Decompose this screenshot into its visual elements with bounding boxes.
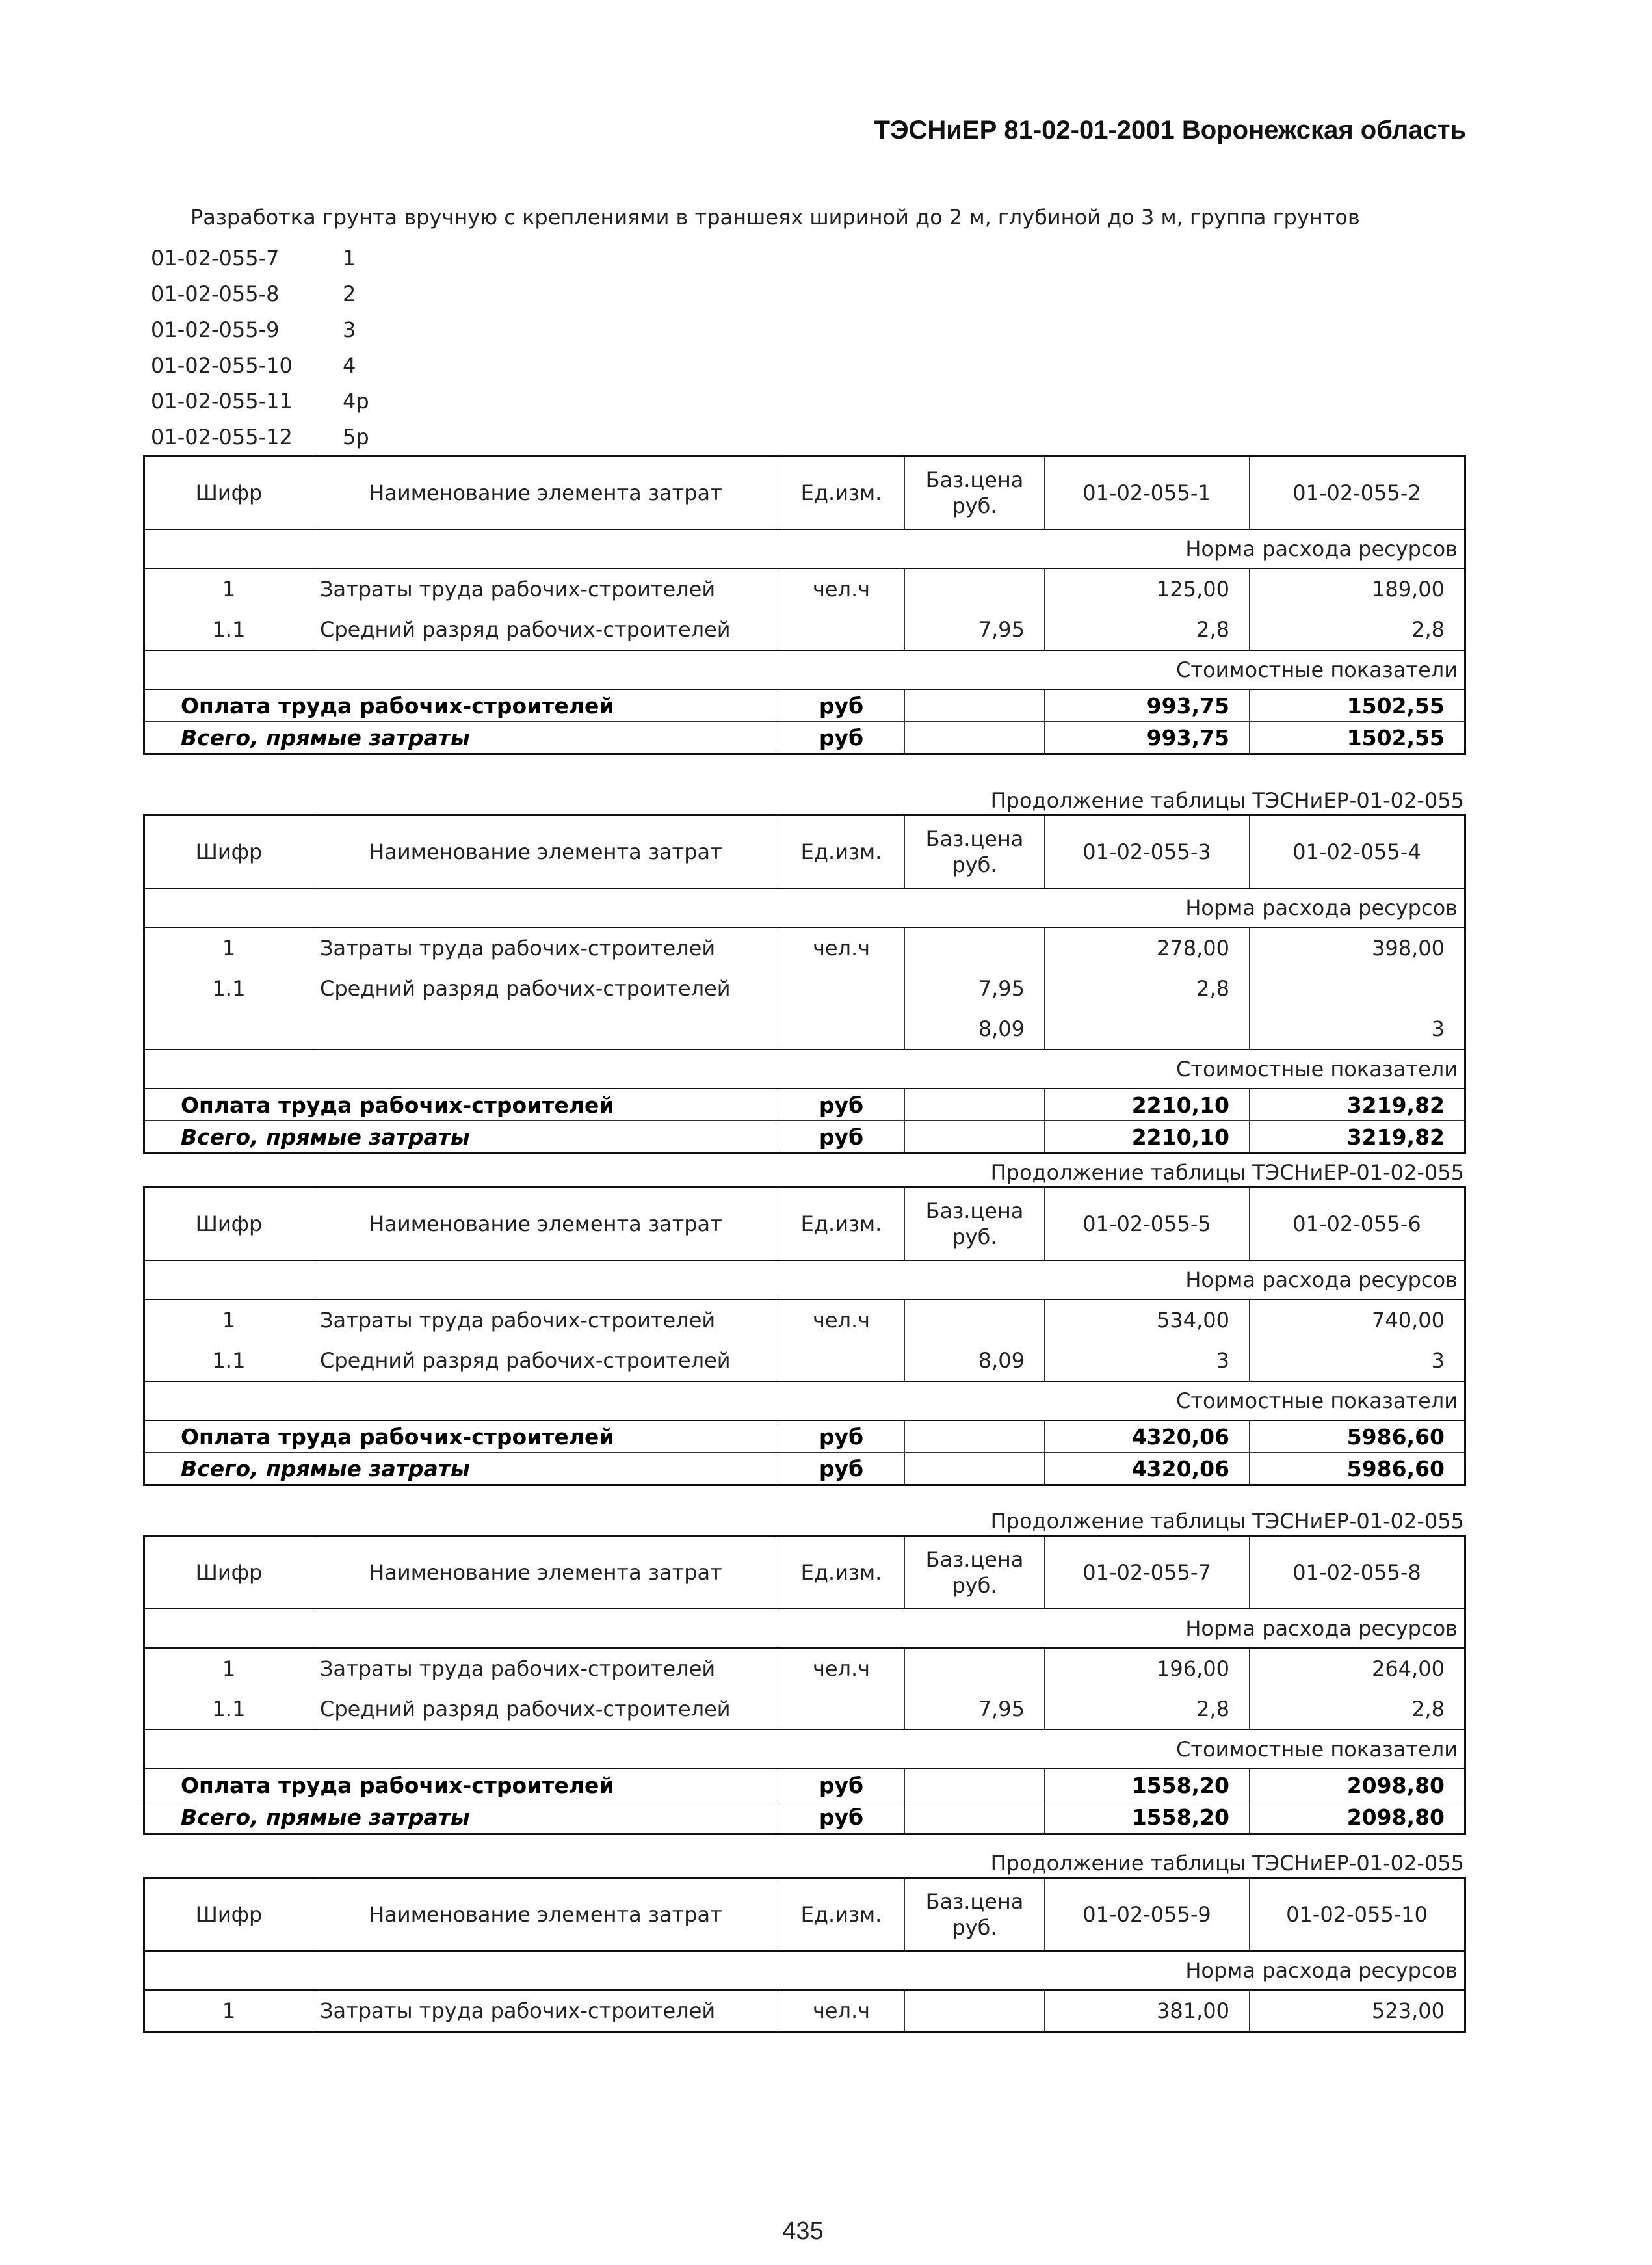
total-unit: руб <box>778 722 905 754</box>
section-norm-row <box>144 1951 1465 1990</box>
row-value-b: 523,00 <box>1250 1990 1465 2032</box>
row-value-a: 381,00 <box>1045 1990 1250 2032</box>
total-value-b: 5986,60 <box>1250 1453 1465 1485</box>
total-value-b: 3219,82 <box>1250 1121 1465 1154</box>
row-value-b: 3 <box>1250 1009 1465 1050</box>
row-name <box>313 1009 778 1050</box>
code-group-row <box>151 246 369 282</box>
col-header-unit: Ед.изм. <box>778 815 905 889</box>
row-value-a: 125,00 <box>1045 568 1250 609</box>
pay-unit: руб <box>778 1420 905 1453</box>
table-row <box>144 968 1465 1009</box>
row-name: Средний разряд рабочих-строителей <box>313 1340 778 1381</box>
group: 5р <box>343 425 369 449</box>
code: 01-02-055-7 <box>151 246 280 271</box>
row-value-a: 3 <box>1045 1340 1250 1381</box>
pay-label: Оплата труда рабочих-строителей <box>144 689 778 722</box>
table-row <box>144 1648 1465 1689</box>
pay-value-a: 2210,10 <box>1045 1089 1250 1121</box>
row-code: 1.1 <box>144 609 313 650</box>
col-header-unit: Ед.изм. <box>778 1187 905 1261</box>
pay-label: Оплата труда рабочих-строителей <box>144 1769 778 1801</box>
code: 01-02-055-12 <box>151 425 293 449</box>
total-value-a: 2210,10 <box>1045 1121 1250 1154</box>
col-header-name: Наименование элемента затрат <box>313 1536 778 1609</box>
table-header-row <box>144 1878 1465 1952</box>
section-cost-label: Стоимостные показатели <box>144 650 1465 689</box>
col-header-shifr: Шифр <box>144 815 313 889</box>
row-price <box>905 1990 1045 2032</box>
col-header-unit: Ед.изм. <box>778 457 905 530</box>
row-price: 8,09 <box>905 1009 1045 1050</box>
col-header-code-b: 01-02-055-10 <box>1250 1878 1465 1952</box>
pay-unit: руб <box>778 1089 905 1121</box>
total-price <box>905 1453 1045 1485</box>
row-unit: чел.ч <box>778 1648 905 1689</box>
section-cost-label: Стоимостные показатели <box>144 1381 1465 1420</box>
code-group-list <box>151 246 369 460</box>
total-value-a: 993,75 <box>1045 722 1250 754</box>
pay-label: Оплата труда рабочих-строителей <box>144 1420 778 1453</box>
resource-table-block <box>143 1849 1464 2033</box>
code: 01-02-055-9 <box>151 317 280 342</box>
row-name: Средний разряд рабочих-строителей <box>313 609 778 650</box>
row-unit: чел.ч <box>778 1990 905 2032</box>
section-norm-row <box>144 1609 1465 1648</box>
resource-table <box>143 1186 1466 1486</box>
row-code: 1 <box>222 1656 236 1681</box>
table-header-row <box>144 1536 1465 1609</box>
code: 01-02-055-11 <box>151 389 293 414</box>
group: 4 <box>343 353 356 378</box>
row-price: 7,95 <box>905 968 1045 1009</box>
pay-value-b: 1502,55 <box>1250 689 1465 722</box>
row-code: 1 <box>222 1998 236 2023</box>
col-header-code-a: 01-02-055-7 <box>1045 1536 1250 1609</box>
code-group-row <box>151 282 369 317</box>
col-header-price: Баз.цена руб. <box>905 815 1045 889</box>
total-row <box>144 1453 1465 1485</box>
col-header-shifr: Шифр <box>144 1878 313 1952</box>
group: 2 <box>343 282 356 306</box>
col-header-code-b: 01-02-055-6 <box>1250 1187 1465 1261</box>
row-unit <box>778 1689 905 1730</box>
total-label: Всего, прямые затраты <box>181 724 470 750</box>
col-header-code-b: 01-02-055-8 <box>1250 1536 1465 1609</box>
col-header-unit: Ед.изм. <box>778 1536 905 1609</box>
row-price: 7,95 <box>905 609 1045 650</box>
section-norm-label: Норма расхода ресурсов <box>144 529 1465 568</box>
total-unit: руб <box>778 1121 905 1154</box>
row-name: Средний разряд рабочих-строителей <box>313 1689 778 1730</box>
group: 4р <box>343 389 369 414</box>
table-header-row <box>144 457 1465 530</box>
total-unit: руб <box>778 1453 905 1485</box>
row-name: Затраты труда рабочих-строителей <box>313 568 778 609</box>
row-code: 1 <box>222 1308 236 1332</box>
row-value-b: 189,00 <box>1250 568 1465 609</box>
col-header-unit: Ед.изм. <box>778 1878 905 1952</box>
row-unit <box>778 1340 905 1381</box>
total-value-a: 4320,06 <box>1045 1453 1250 1485</box>
total-unit: руб <box>778 1801 905 1834</box>
row-value-a: 278,00 <box>1045 927 1250 968</box>
row-name: Затраты труда рабочих-строителей <box>313 927 778 968</box>
col-header-name: Наименование элемента затрат <box>313 1878 778 1952</box>
table-row <box>144 1009 1465 1050</box>
row-value-a: 2,8 <box>1045 1689 1250 1730</box>
total-label: Всего, прямые затраты <box>181 1455 470 1481</box>
page-number: 435 <box>782 2218 824 2245</box>
pay-row <box>144 1420 1465 1453</box>
row-code: 1 <box>222 577 236 602</box>
section-norm-label: Норма расхода ресурсов <box>144 1260 1465 1299</box>
code-group-row <box>151 389 369 425</box>
row-code: 1.1 <box>212 976 246 1001</box>
col-header-name: Наименование элемента затрат <box>313 457 778 530</box>
col-header-code-a: 01-02-055-9 <box>1045 1878 1250 1952</box>
col-header-code-a: 01-02-055-3 <box>1045 815 1250 889</box>
total-value-a: 1558,20 <box>1045 1801 1250 1834</box>
row-value-b: 398,00 <box>1250 927 1465 968</box>
section-cost-row <box>144 1730 1465 1769</box>
row-name: Затраты труда рабочих-строителей <box>313 1990 778 2032</box>
col-header-price: Баз.цена руб. <box>905 1536 1045 1609</box>
row-value-b: 3 <box>1250 1340 1465 1381</box>
col-header-name: Наименование элемента затрат <box>313 1187 778 1261</box>
row-unit <box>778 968 905 1009</box>
section-norm-label: Норма расхода ресурсов <box>144 1609 1465 1648</box>
table-row <box>144 1299 1465 1340</box>
group: 3 <box>343 317 356 342</box>
pay-value-b: 2098,80 <box>1250 1769 1465 1801</box>
section-cost-label: Стоимостные показатели <box>144 1050 1465 1089</box>
row-unit: чел.ч <box>778 568 905 609</box>
row-unit: чел.ч <box>778 927 905 968</box>
table-row <box>144 1990 1465 2032</box>
section-norm-row <box>144 529 1465 568</box>
total-value-b: 2098,80 <box>1250 1801 1465 1834</box>
row-price <box>905 1648 1045 1689</box>
total-row <box>144 1801 1465 1834</box>
row-name: Затраты труда рабочих-строителей <box>313 1299 778 1340</box>
row-value-b: 740,00 <box>1250 1299 1465 1340</box>
table-row <box>144 609 1465 650</box>
pay-price <box>905 689 1045 722</box>
table-row <box>144 927 1465 968</box>
col-header-price: Баз.цена руб. <box>905 1187 1045 1261</box>
row-price: 7,95 <box>905 1689 1045 1730</box>
total-label: Всего, прямые затраты <box>181 1804 470 1830</box>
row-value-a: 196,00 <box>1045 1648 1250 1689</box>
row-value-a: 2,8 <box>1045 609 1250 650</box>
col-header-name: Наименование элемента затрат <box>313 815 778 889</box>
row-name: Средний разряд рабочих-строителей <box>313 968 778 1009</box>
col-header-code-b: 01-02-055-2 <box>1250 457 1465 530</box>
section-norm-row <box>144 888 1465 927</box>
pay-value-b: 5986,60 <box>1250 1420 1465 1453</box>
row-value-a: 2,8 <box>1045 968 1250 1009</box>
code-group-row <box>151 353 369 389</box>
row-code <box>144 1009 313 1050</box>
section-norm-row <box>144 1260 1465 1299</box>
resource-table-block <box>143 787 1464 1154</box>
row-value-b <box>1250 968 1465 1009</box>
row-code: 1 <box>222 936 236 960</box>
table-row <box>144 568 1465 609</box>
pay-row <box>144 1089 1465 1121</box>
total-label: Всего, прямые затраты <box>181 1124 470 1150</box>
pay-unit: руб <box>778 1769 905 1801</box>
row-code: 1.1 <box>144 1689 313 1730</box>
pay-row <box>144 1769 1465 1801</box>
pay-row <box>144 689 1465 722</box>
col-header-price: Баз.цена руб. <box>905 1878 1045 1952</box>
row-name: Затраты труда рабочих-строителей <box>313 1648 778 1689</box>
code: 01-02-055-10 <box>151 353 293 378</box>
pay-value-a: 1558,20 <box>1045 1769 1250 1801</box>
row-value-b: 2,8 <box>1250 1689 1465 1730</box>
pay-price <box>905 1420 1045 1453</box>
total-row <box>144 1121 1465 1154</box>
row-value-a <box>1045 1009 1250 1050</box>
code: 01-02-055-8 <box>151 282 280 306</box>
code-group-row <box>151 317 369 353</box>
table-header-row <box>144 1187 1465 1261</box>
resource-table <box>143 1877 1466 2033</box>
row-value-b: 264,00 <box>1250 1648 1465 1689</box>
pay-value-a: 993,75 <box>1045 689 1250 722</box>
table-row <box>144 1340 1465 1381</box>
pay-value-b: 3219,82 <box>1250 1089 1465 1121</box>
total-price <box>905 1121 1045 1154</box>
continuation-caption: Продолжение таблицы ТЭСНиЕР-01-02-055 <box>990 788 1464 813</box>
pay-price <box>905 1089 1045 1121</box>
section-cost-label: Стоимостные показатели <box>144 1730 1465 1769</box>
resource-table-block <box>143 455 1464 755</box>
row-value-a: 534,00 <box>1045 1299 1250 1340</box>
intro-text: Разработка грунта вручную с креплениями в траншеях шириной до 2 м, глубиной до 3 м, группа грунтов <box>190 205 1360 230</box>
col-header-code-a: 01-02-055-5 <box>1045 1187 1250 1261</box>
section-norm-label: Норма расхода ресурсов <box>144 888 1465 927</box>
resource-table-block <box>143 1507 1464 1835</box>
pay-unit: руб <box>778 689 905 722</box>
row-price: 8,09 <box>905 1340 1045 1381</box>
resource-table <box>143 455 1466 755</box>
resource-table-block <box>143 1159 1464 1486</box>
total-price <box>905 1801 1045 1834</box>
section-norm-label: Норма расхода ресурсов <box>144 1951 1465 1990</box>
col-header-code-a: 01-02-055-1 <box>1045 457 1250 530</box>
continuation-caption: Продолжение таблицы ТЭСНиЕР-01-02-055 <box>990 1509 1464 1533</box>
col-header-shifr: Шифр <box>144 1536 313 1609</box>
col-header-shifr: Шифр <box>144 457 313 530</box>
col-header-shifr: Шифр <box>144 1187 313 1261</box>
document-header: ТЭСНиЕР 81-02-01-2001 Воронежская область <box>874 116 1466 144</box>
total-row <box>144 722 1465 754</box>
section-cost-row <box>144 650 1465 689</box>
continuation-caption: Продолжение таблицы ТЭСНиЕР-01-02-055 <box>990 1160 1464 1185</box>
row-code: 1.1 <box>144 1340 313 1381</box>
group: 1 <box>343 246 356 271</box>
resource-table <box>143 1535 1466 1835</box>
col-header-code-b: 01-02-055-4 <box>1250 815 1465 889</box>
table-row <box>144 1689 1465 1730</box>
row-value-b: 2,8 <box>1250 609 1465 650</box>
row-unit <box>778 1009 905 1050</box>
section-cost-row <box>144 1050 1465 1089</box>
pay-price <box>905 1769 1045 1801</box>
section-cost-row <box>144 1381 1465 1420</box>
row-price <box>905 927 1045 968</box>
table-header-row <box>144 815 1465 889</box>
row-price <box>905 1299 1045 1340</box>
row-price <box>905 568 1045 609</box>
total-price <box>905 722 1045 754</box>
continuation-caption: Продолжение таблицы ТЭСНиЕР-01-02-055 <box>990 1851 1464 1875</box>
total-value-b: 1502,55 <box>1250 722 1465 754</box>
row-unit: чел.ч <box>778 1299 905 1340</box>
resource-table <box>143 814 1466 1154</box>
col-header-price: Баз.цена руб. <box>905 457 1045 530</box>
row-unit <box>778 609 905 650</box>
pay-value-a: 4320,06 <box>1045 1420 1250 1453</box>
pay-label: Оплата труда рабочих-строителей <box>144 1089 778 1121</box>
